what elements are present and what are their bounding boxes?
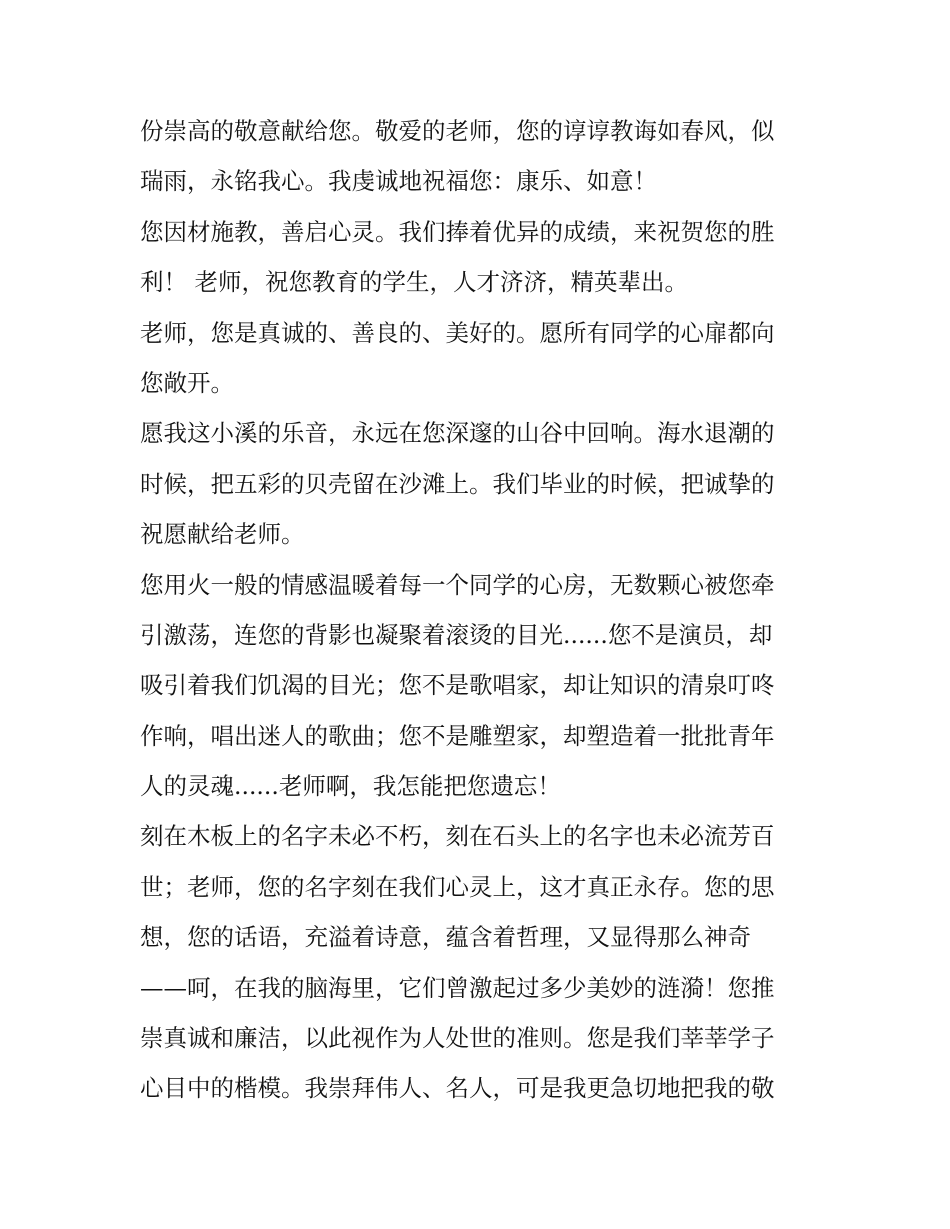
text-line: 份崇高的敬意献给您。敬爱的老师，您的谆谆教诲如春风，似 — [140, 117, 775, 145]
text-line: 时候，把五彩的贝壳留在沙滩上。我们毕业的时候，把诚挚的 — [140, 469, 775, 498]
text-line: 心目中的楷模。我崇拜伟人、名人，可是我更急切地把我的敬 — [140, 1074, 775, 1103]
text-line: 瑞雨，永铭我心。我虔诚地祝福您：康乐、如意！ — [140, 167, 657, 196]
text-line: 引激荡，连您的背影也凝聚着滚烫的目光......您不是演员，却 — [140, 620, 773, 649]
text-line: 世；老师，您的名字刻在我们心灵上，这才真正永存。您的思 — [140, 872, 775, 901]
text-line: 您因材施教，善启心灵。我们捧着优异的成绩，来祝贺您的胜 — [140, 217, 775, 246]
text-line: 利！ 老师，祝您教育的学生，人才济济，精英辈出。 — [140, 268, 688, 297]
text-line: 刻在木板上的名字未必不朽，刻在石头上的名字也未必流芳百 — [140, 822, 775, 851]
text-line: 崇真诚和廉洁，以此视作为人处世的准则。您是我们莘莘学子 — [140, 1024, 775, 1053]
text-line: ——呵，在我的脑海里，它们曾激起过多少美妙的涟漪！您推 — [140, 973, 775, 1002]
body-text — [140, 106, 820, 1114]
text-line: 祝愿献给老师。 — [140, 520, 305, 549]
text-line: 吸引着我们饥渴的目光；您不是歌唱家，却让知识的清泉叮咚 — [140, 671, 775, 700]
text-line: 人的灵魂......老师啊，我怎能把您遗忘！ — [140, 772, 561, 801]
text-line: 您敞开。 — [140, 368, 234, 397]
text-line: 作响，唱出迷人的歌曲；您不是雕塑家，却塑造着一批批青年 — [140, 721, 775, 750]
text-line: 想，您的话语，充溢着诗意，蕴含着哲理，又显得那么神奇 — [140, 923, 751, 952]
text-line: 愿我这小溪的乐音，永远在您深邃的山谷中回响。海水退潮的 — [140, 419, 775, 448]
text-line: 您用火一般的情感温暖着每一个同学的心房，无数颗心被您牵 — [140, 570, 775, 599]
text-line: 老师，您是真诚的、善良的、美好的。愿所有同学的心扉都向 — [140, 318, 775, 347]
